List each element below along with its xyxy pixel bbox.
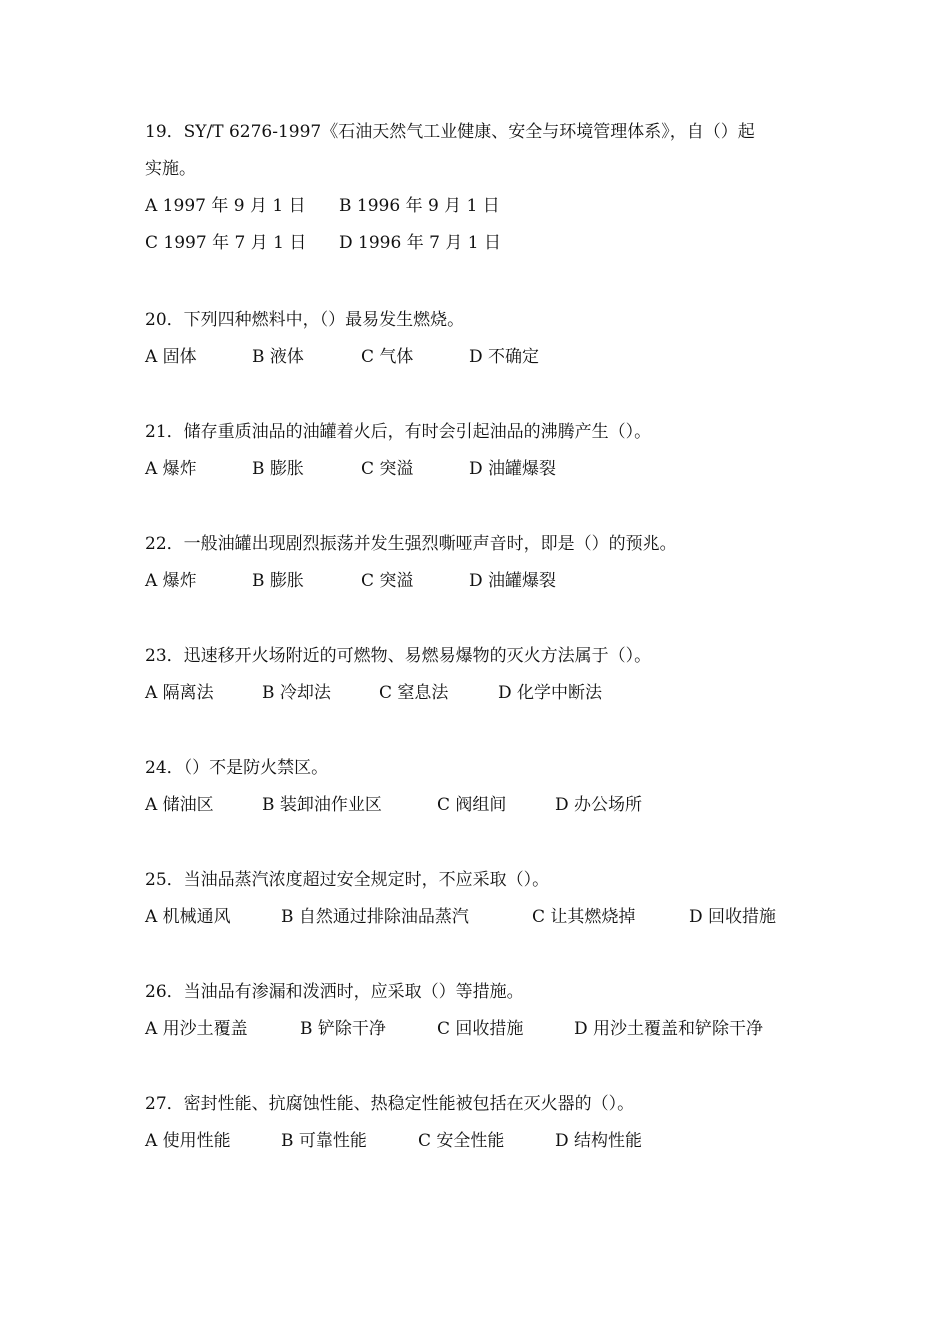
option-c: C 让其燃烧掉 [532,907,636,927]
option-b: B 装卸油作业区 [262,795,382,815]
option-b: B 冷却法 [262,683,331,703]
question-stem-continued: 实施。 [145,159,196,179]
option-row [145,1131,815,1151]
option-row [145,907,815,927]
option-row [145,459,815,479]
option-d: D 回收措施 [689,907,777,927]
option-d: D 油罐爆裂 [469,571,557,591]
option-c: C 安全性能 [418,1131,505,1151]
question-stem: 24．（）不是防火禁区。 [145,758,329,778]
question-stem: 22．一般油罐出现剧烈振荡并发生强烈嘶哑声音时，即是（）的预兆。 [145,534,677,554]
question-23 [145,646,815,703]
option-row [145,196,815,216]
option-b: B 铲除干净 [300,1019,386,1039]
question-24 [145,758,815,815]
option-a: A 用沙土覆盖 [145,1019,248,1039]
option-d: D 不确定 [469,347,540,367]
option-b: B 自然通过排除油品蒸汽 [281,907,469,927]
option-a: A 爆炸 [145,459,197,479]
question-19 [145,122,815,253]
option-c: C 气体 [361,347,414,367]
option-b: B 可靠性能 [281,1131,367,1151]
question-22 [145,534,815,591]
option-d: D 油罐爆裂 [469,459,557,479]
question-21 [145,422,815,479]
option-a: A 机械通风 [145,907,231,927]
option-a: A 爆炸 [145,571,197,591]
option-a: A 储油区 [145,795,214,815]
question-stem: 20．下列四种燃料中，（）最易发生燃烧。 [145,310,465,330]
option-a: A 使用性能 [145,1131,231,1151]
question-26 [145,982,815,1039]
option-row [145,233,815,253]
question-stem: 19．SY/T 6276-1997《石油天然气工业健康、安全与环境管理体系》，自（）起 [145,122,755,142]
option-row [145,571,815,591]
question-stem: 23．迅速移开火场附近的可燃物、易燃易爆物的灭火方法属于（）。 [145,646,652,666]
option-a: A 固体 [145,347,197,367]
question-27 [145,1094,815,1151]
option-a: A 1997 年 9 月 1 日 [145,196,306,216]
option-a: A 隔离法 [145,683,214,703]
question-25 [145,870,815,927]
question-20 [145,310,815,367]
option-c: C 阀组间 [437,795,507,815]
option-d: D 结构性能 [555,1131,643,1151]
option-d: D 办公场所 [555,795,643,815]
option-d: D 1996 年 7 月 1 日 [339,233,501,253]
question-stem: 21．储存重质油品的油罐着火后，有时会引起油品的沸腾产生（）。 [145,422,652,442]
option-b: B 膨胀 [252,571,304,591]
option-b: B 1996 年 9 月 1 日 [339,196,500,216]
option-c: C 窒息法 [379,683,449,703]
option-c: C 突溢 [361,459,414,479]
question-stem: 27．密封性能、抗腐蚀性能、热稳定性能被包括在灭火器的（）。 [145,1094,635,1114]
option-b: B 液体 [252,347,304,367]
option-c: C 1997 年 7 月 1 日 [145,233,307,253]
question-stem: 26．当油品有渗漏和泼洒时，应采取（）等措施。 [145,982,524,1002]
option-d: D 用沙土覆盖和铲除干净 [574,1019,764,1039]
option-c: C 突溢 [361,571,414,591]
option-row [145,1019,815,1039]
option-d: D 化学中断法 [498,683,603,703]
option-row [145,347,815,367]
option-b: B 膨胀 [252,459,304,479]
option-c: C 回收措施 [437,1019,524,1039]
option-row [145,795,815,815]
question-stem: 25．当油品蒸汽浓度超过安全规定时，不应采取（）。 [145,870,550,890]
option-row [145,683,815,703]
